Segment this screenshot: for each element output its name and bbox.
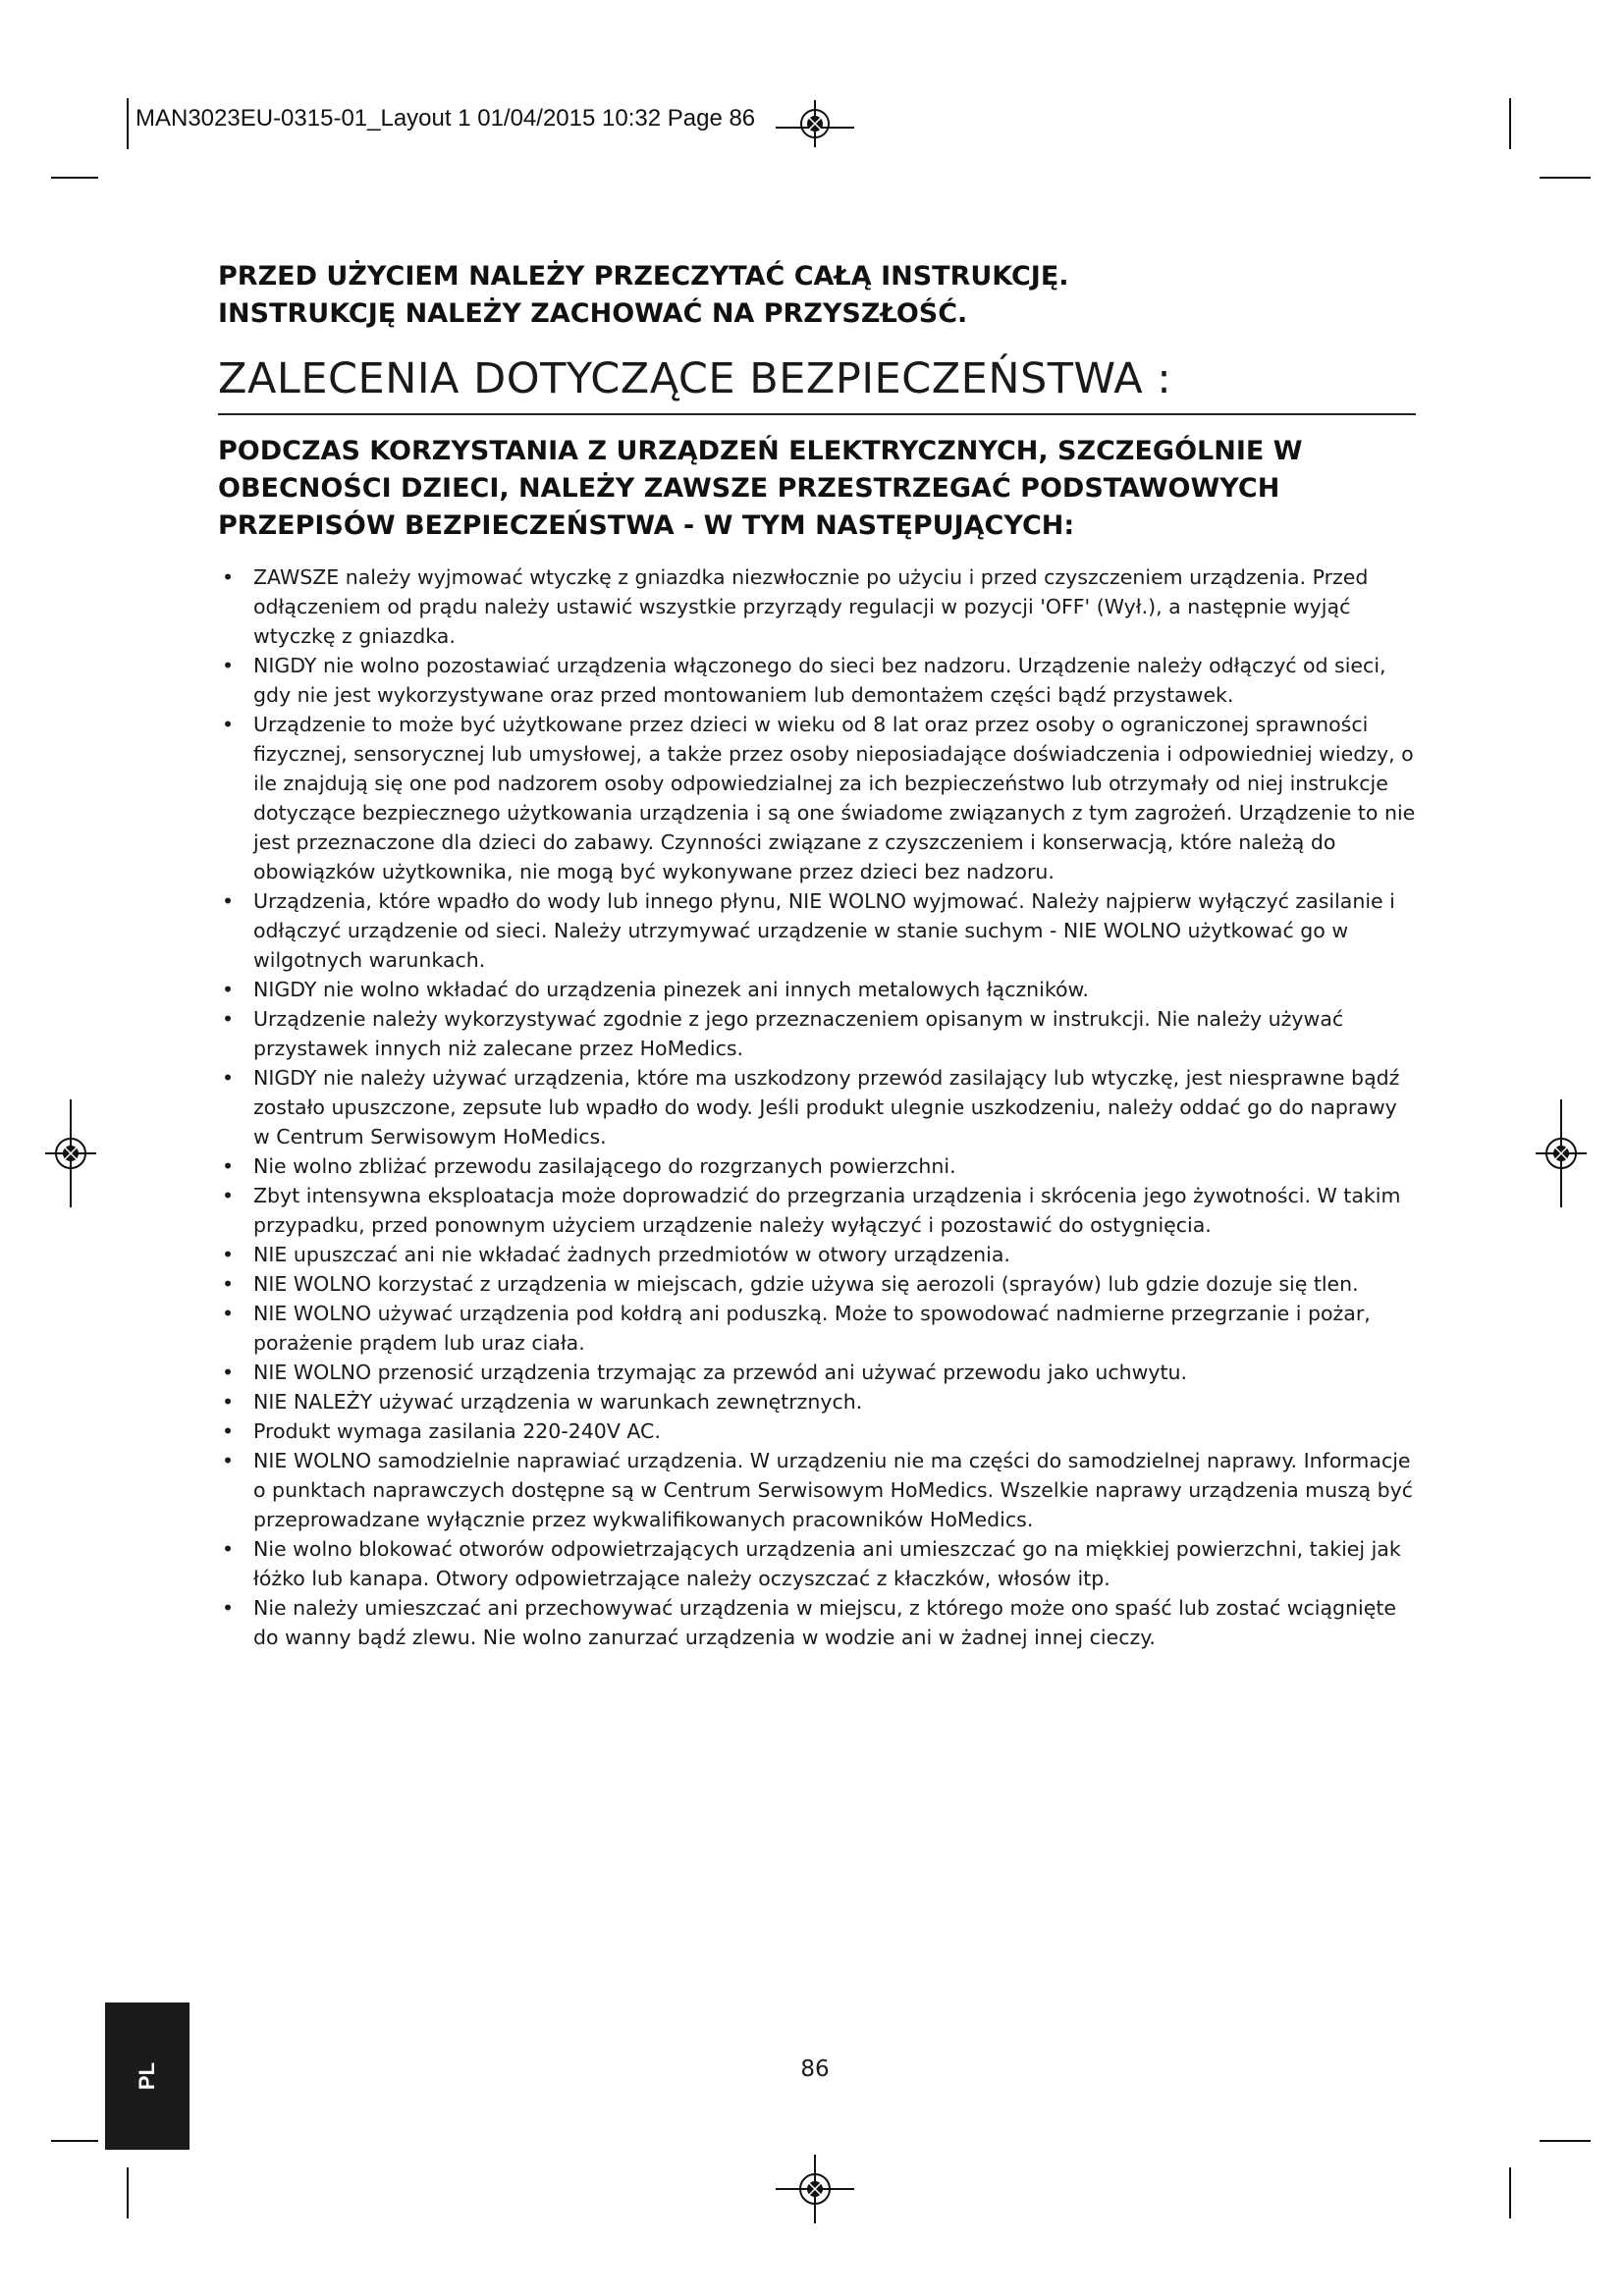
- list-item: • Nie należy umieszczać ani przechowywać urządzenia w miejscu, z którego może ono spaść lub zostać wciągnięte do wanny bądź zlewu. Nie wolno zanurzać urządzenia w wodzie ani w żadnej innej cieczy.: [218, 1593, 1416, 1652]
- crop-mark-top-right-vertical: [1509, 98, 1511, 149]
- list-item: • NIGDY nie wolno pozostawiać urządzenia włączonego do sieci bez nadzoru. Urządzenie należy odłączyć od sieci, gdy nie jest wykorzystywane oraz przed montowaniem lub demontażem części bądź przystawek.: [218, 651, 1416, 710]
- list-item: • ZAWSZE należy wyjmować wtyczkę z gniazdka niezwłocznie po użyciu i przed czyszczeniem urządzenia. Przed odłączeniem od prądu należy ustawić wszystkie przyrządy regulacji w pozycji 'OFF' (Wył.), a następnie wyjąć wtyczkę z gniazdka.: [218, 562, 1416, 651]
- safety-subheading: PODCZAS KORZYSTANIA Z URZĄDZEŃ ELEKTRYCZNYCH, SZCZEGÓLNIE W OBECNOŚCI DZIECI, NALEŻY ZAWSZE PRZESTRZEGAĆ PODSTAWOWYCH PRZEPISÓW BEZPIECZEŃSTWA - W TYM NASTĘPUJĄCYCH:: [218, 436, 1303, 541]
- registration-mark-right-icon: [1532, 1099, 1591, 1207]
- list-item: • NIE NALEŻY używać urządzenia w warunkach zewnętrznych.: [218, 1387, 1416, 1416]
- crop-mark-top-left-horizontal: [51, 177, 98, 179]
- language-tab-label: PL: [135, 2061, 159, 2091]
- list-item: • NIE WOLNO przenosić urządzenia trzymając za przewód ani używać przewodu jako uchwytu.: [218, 1358, 1416, 1387]
- list-item: • Nie wolno blokować otworów odpowietrzających urządzenia ani umieszczać go na miękkiej powierzchni, takiej jak łóżko lub kanapa. Otwory odpowietrzające należy oczyszczać z kłaczków, włosów itp.: [218, 1534, 1416, 1593]
- list-item: • NIE upuszczać ani nie wkładać żadnych przedmiotów w otwory urządzenia.: [218, 1240, 1416, 1269]
- printer-slug: MAN3023EU-0315-01_Layout 1 01/04/2015 10:32 Page 86: [135, 105, 756, 132]
- list-item: • NIGDY nie należy używać urządzenia, które ma uszkodzony przewód zasilający lub wtyczkę, jest niesprawne bądź zostało upuszczone, zepsute lub wpadło do wody. Jeśli produkt ulegnie uszkodzeniu, należy oddać go do naprawy w Centrum Serwisowym HoMedics.: [218, 1063, 1416, 1151]
- list-item: • NIE WOLNO korzystać z urządzenia w miejscach, gdzie używa się aerozoli (sprayów) lub gdzie dozuje się tlen.: [218, 1269, 1416, 1299]
- crop-mark-bottom-right-vertical: [1509, 2167, 1511, 2218]
- safety-instructions-list: [218, 562, 1416, 1652]
- list-item: • Urządzenie to może być użytkowane przez dzieci w wieku od 8 lat oraz przez osoby o ograniczonej sprawności fizycznej, sensorycznej lub umysłowej, a także przez osoby nieposiadające doświadczenia i odpowiedniej wiedzy, o ile znajdują się one pod nadzorem osoby odpowiedzialnej za ich bezpieczeństwo lub otrzymały od niej instrukcje dotyczące bezpiecznego użytkowania urządzenia i są one świadome związanych z tym zagrożeń. Urządzenie to nie jest przeznaczone dla dzieci do zabawy. Czynności związane z czyszczeniem i konserwacją, które należą do obowiązków użytkownika, nie mogą być wykonywane przez dzieci bez nadzoru.: [218, 710, 1416, 886]
- section-title: ZALECENIA DOTYCZĄCE BEZPIECZEŃSTWA :: [218, 350, 1416, 415]
- list-item: • NIE WOLNO samodzielnie naprawiać urządzenia. W urządzeniu nie ma części do samodzielnej naprawy. Informacje o punktach naprawczych dostępne są w Centrum Serwisowym HoMedics. Wszelkie naprawy urządzenia muszą być przeprowadzane wyłącznie przez wykwalifikowanych pracowników HoMedics.: [218, 1446, 1416, 1534]
- list-item: • Urządzenie należy wykorzystywać zgodnie z jego przeznaczeniem opisanym w instrukcji. Nie należy używać przystawek innych niż zalecane przez HoMedics.: [218, 1004, 1416, 1063]
- crop-mark-top-right-horizontal: [1540, 177, 1591, 179]
- page-number: 86: [800, 2056, 830, 2082]
- list-item: • Zbyt intensywna eksploatacja może doprowadzić do przegrzania urządzenia i skrócenia jego żywotności. W takim przypadku, przed ponownym użyciem urządzenie należy wyłączyć i pozostawić do ostygnięcia.: [218, 1181, 1416, 1240]
- intro-line-2: INSTRUKCJĘ NALEŻY ZACHOWAĆ NA PRZYSZŁOŚĆ.: [218, 298, 968, 329]
- crop-mark-bottom-left-vertical: [127, 2167, 129, 2218]
- crop-mark-top-left-vertical: [127, 98, 129, 149]
- crop-mark-bottom-left-horizontal: [51, 2140, 98, 2142]
- registration-mark-left-icon: [41, 1099, 100, 1207]
- language-tab: [105, 2002, 189, 2150]
- list-item: • NIGDY nie wolno wkładać do urządzenia pinezek ani innych metalowych łączników.: [218, 975, 1416, 1004]
- registration-mark-top-icon: [766, 98, 864, 147]
- list-item: • Urządzenia, które wpadło do wody lub innego płynu, NIE WOLNO wyjmować. Należy najpierw wyłączyć zasilanie i odłączyć urządzenie od sieci. Należy utrzymywać urządzenie w stanie suchym - NIE WOLNO użytkować go w wilgotnych warunkach.: [218, 886, 1416, 975]
- list-item: • Produkt wymaga zasilania 220-240V AC.: [218, 1416, 1416, 1446]
- crop-mark-bottom-right-horizontal: [1540, 2140, 1591, 2142]
- list-item: • NIE WOLNO używać urządzenia pod kołdrą ani poduszką. Może to spowodować nadmierne przegrzanie i pożar, porażenie prądem lub uraz ciała.: [218, 1299, 1416, 1358]
- intro-notice: [218, 258, 1416, 333]
- intro-line-1: PRZED UŻYCIEM NALEŻY PRZECZYTAĆ CAŁĄ INSTRUKCJĘ.: [218, 261, 1069, 292]
- document-body: [218, 258, 1416, 1652]
- registration-mark-bottom-icon: [766, 2155, 864, 2223]
- list-item: • Nie wolno zbliżać przewodu zasilającego do rozgrzanych powierzchni.: [218, 1151, 1416, 1181]
